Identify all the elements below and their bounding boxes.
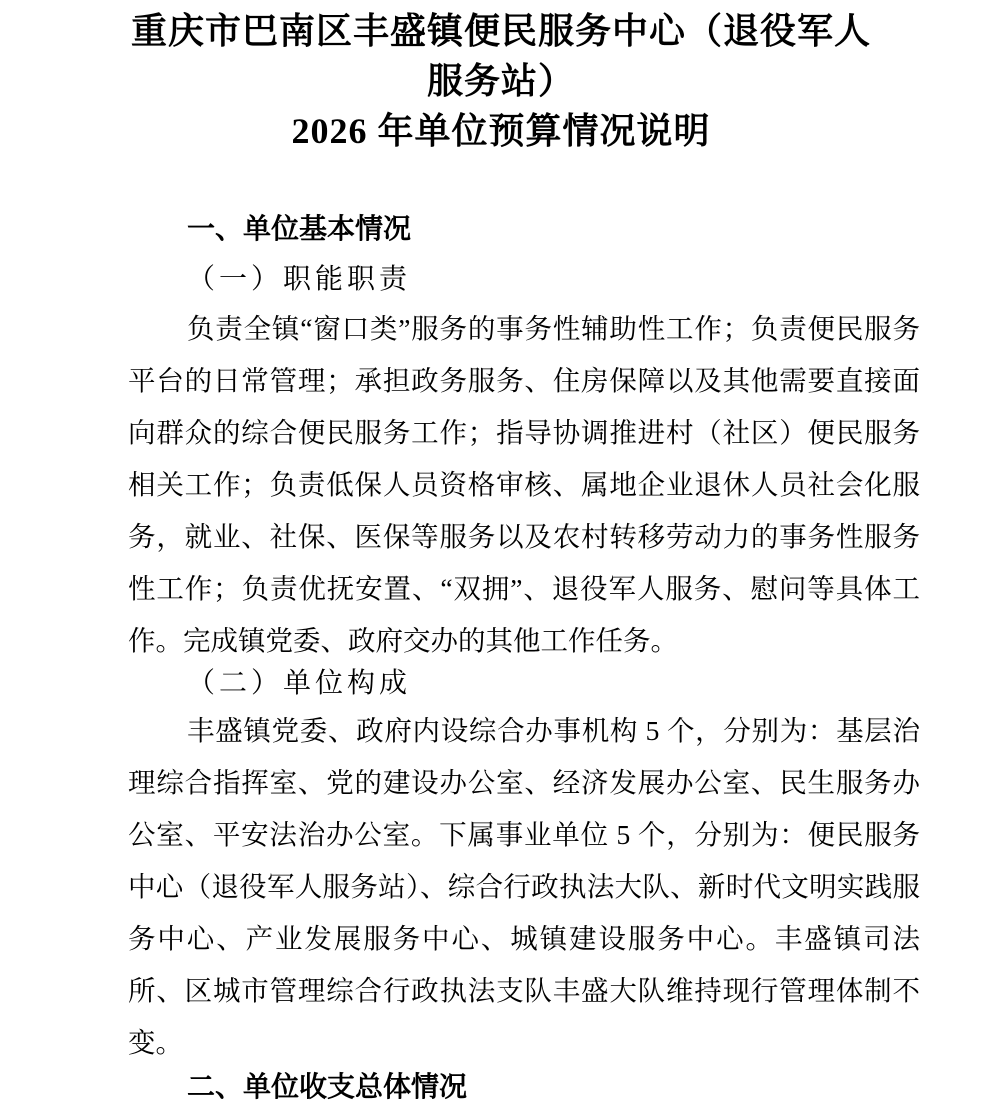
subsection-1-heading: （一）职能职责 [187,264,412,295]
doc-title-line-1: 重庆市巴南区丰盛镇便民服务中心（退役军人服务站） [130,11,871,101]
section-1-heading: 一、单位基本情况 [187,213,412,244]
section-2-heading: 二、单位收支总体情况 [187,1071,468,1102]
doc-title-line-2: 2026 年单位预算情况说明 [291,111,711,151]
subsection-1-paragraph: 负责全镇“窗口类”服务的事务性辅助性工作；负责便民服务平台的日常管理；承担政务服务、住房保障以及其他需要直接面向群众的综合便民服务工作；指导协调推进村（社区）便民服务相关工作；负责低保人员资格审核、属地企业退休人员社会化服务，就业、社保、医保等服务以及农村转移劳动力的事务性服务性工作；负责优抚安置、“双拥”、退役军人服务、慰问等具体工作。完成镇党委、政府交办的其他工作任务。 [128,313,920,656]
subsection-2-paragraph: 丰盛镇党委、政府内设综合办事机构 5 个，分别为：基层治理综合指挥室、党的建设办公室、经济发展办公室、民生服务办公室、平安法治办公室。下属事业单位 5 个，分别为：便民服务中心（退役军人服务站）、综合行政执法大队、新时代文明实践服务中心、产业发展服务中心、城镇建设服务中心。丰盛镇司法所、区城市管理综合行政执法支队丰盛大队维持现行管理体制不变。 [128,715,920,1058]
subsection-2-heading: （二）单位构成 [187,668,412,699]
document-page [0,6,1000,1102]
doc-title [128,6,920,156]
